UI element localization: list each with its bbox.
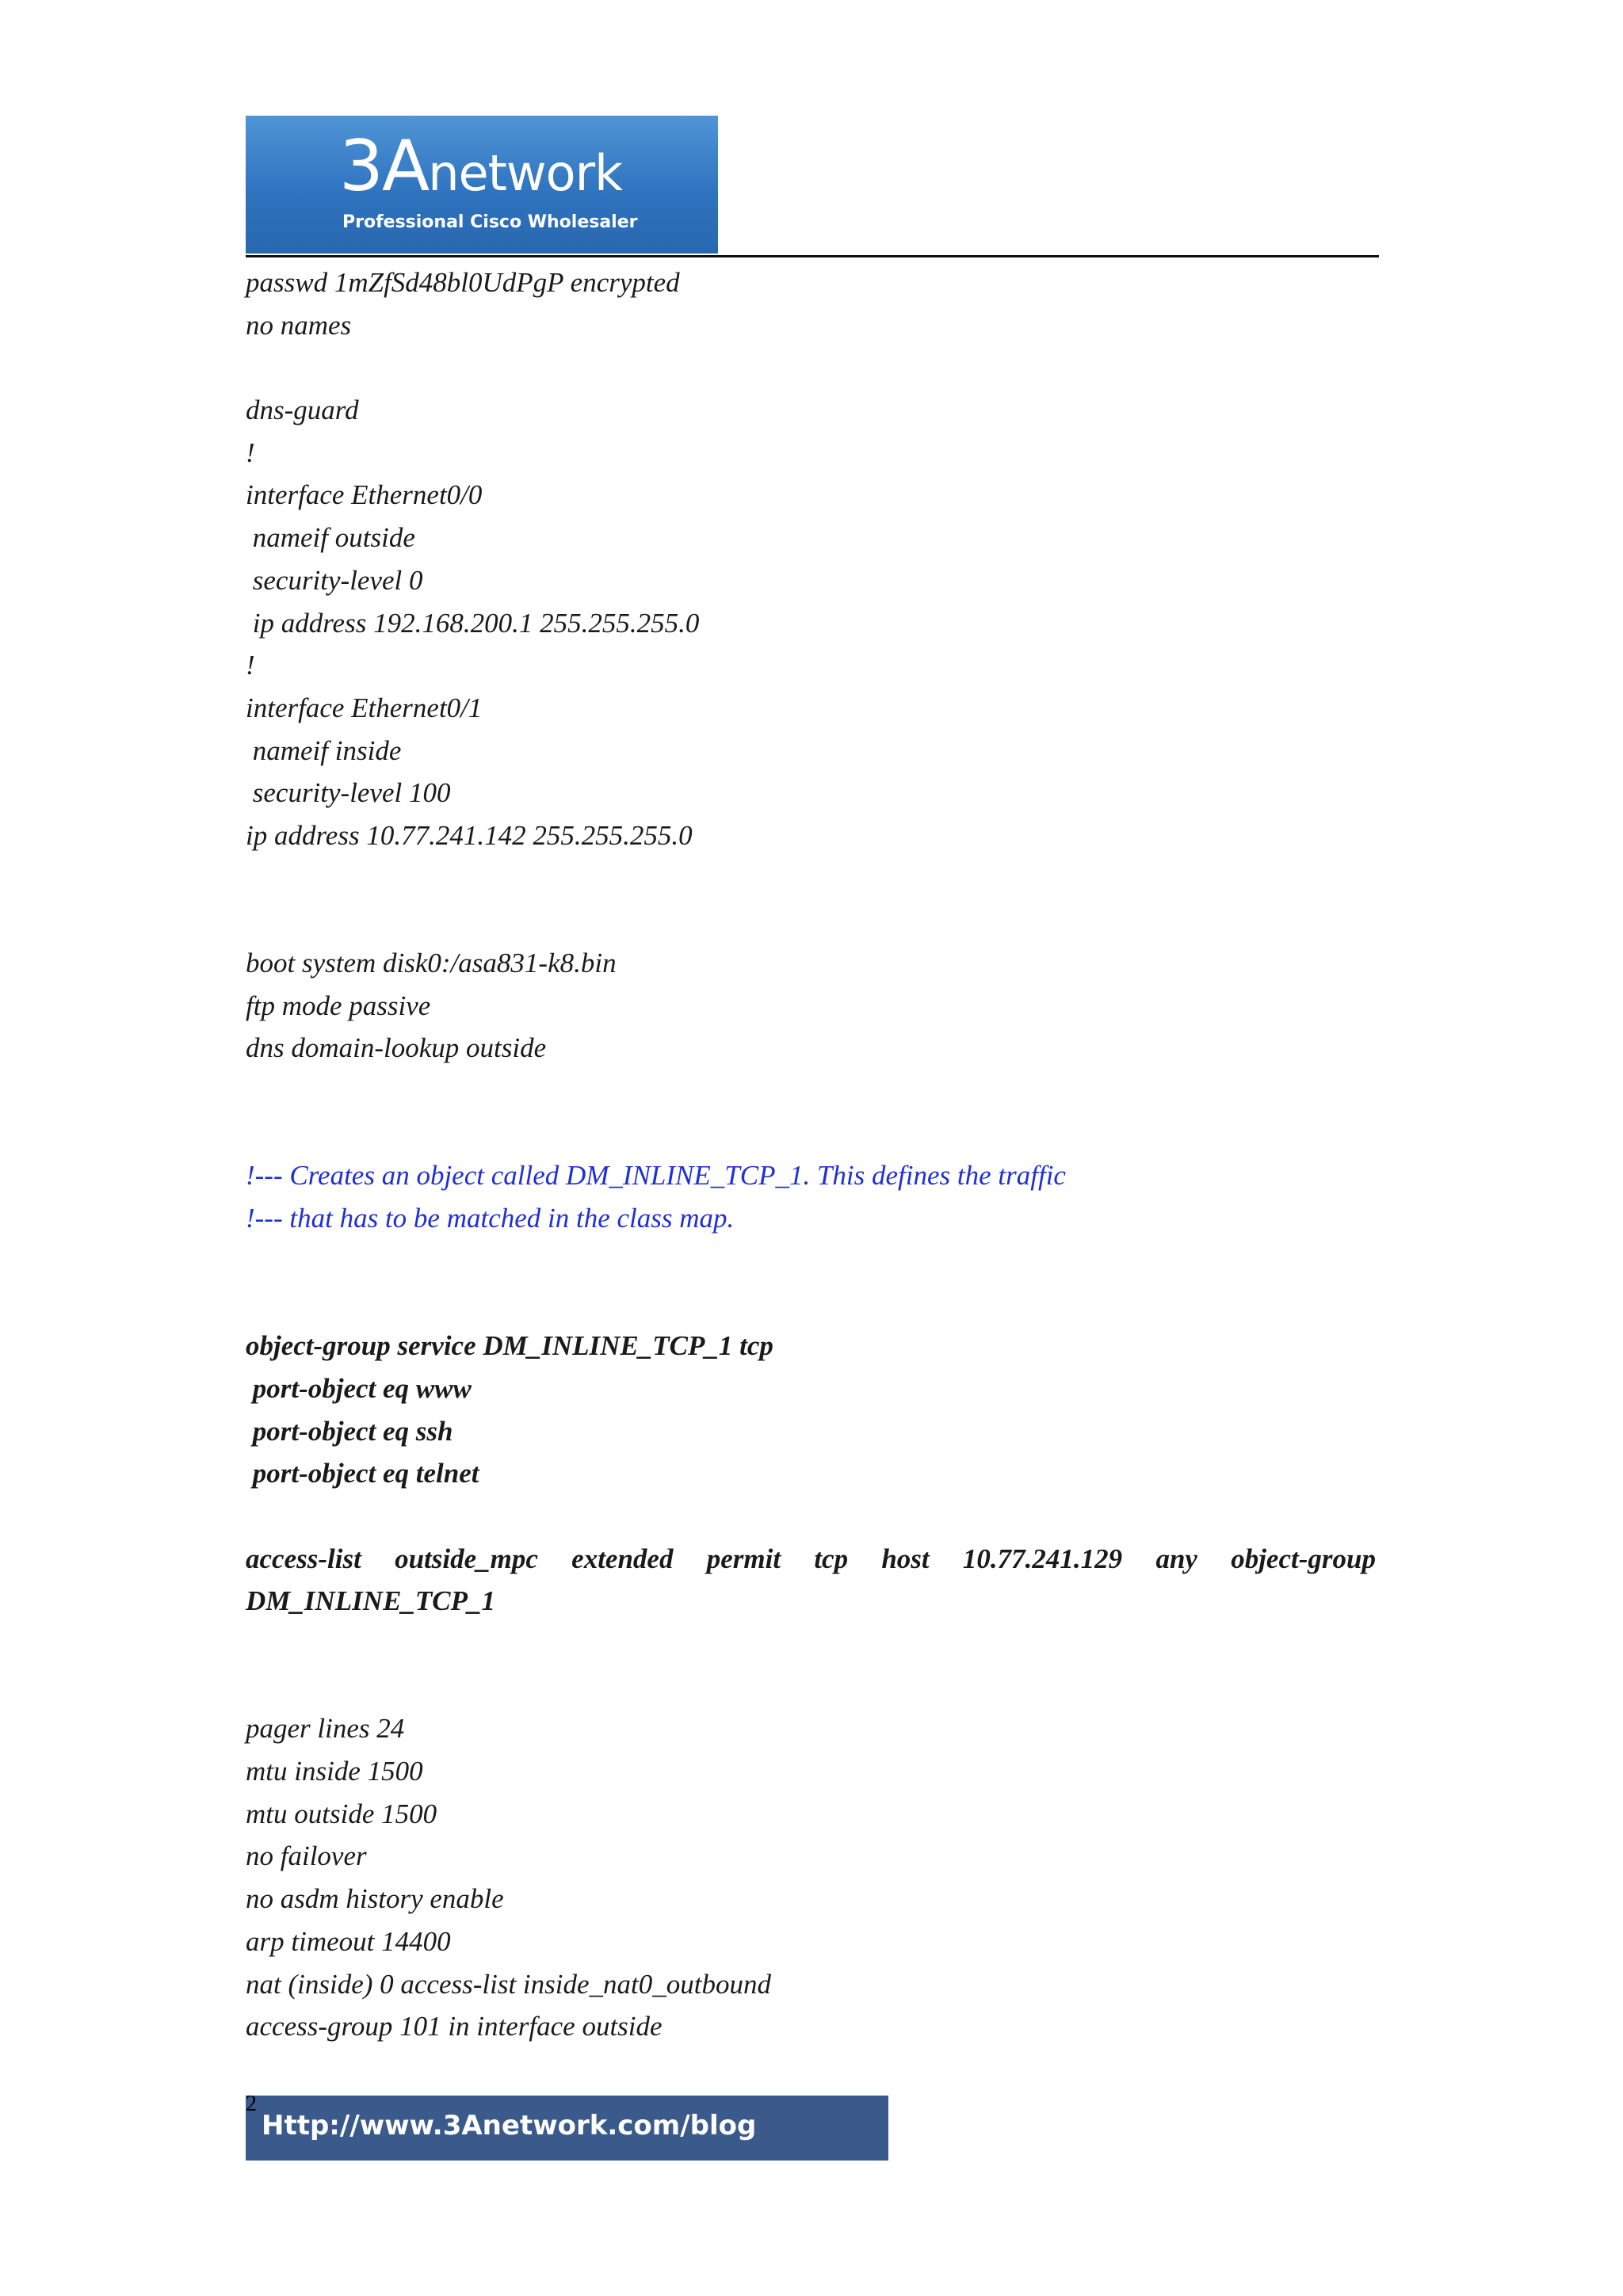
- bold-config-line: port-object eq ssh: [246, 1415, 453, 1447]
- blank-line: [246, 899, 1376, 942]
- comment-line: !--- Creates an object called DM_INLINE_TCP_1. This defines the traffic: [246, 1160, 1066, 1192]
- config-line: nameif inside: [246, 734, 402, 766]
- config-line: ip address 10.77.241.142 255.255.255.0: [246, 819, 693, 851]
- config-line: boot system disk0:/asa831-k8.bin: [246, 948, 617, 978]
- blank-line: [246, 1112, 1376, 1155]
- acl-word: host: [881, 1543, 930, 1574]
- config-line: dns-guard: [246, 395, 359, 426]
- page-number: 2: [246, 2092, 257, 2116]
- blank-line: [246, 1240, 1376, 1283]
- blank-line: [246, 1283, 1376, 1325]
- blank-line: [246, 1495, 1376, 1538]
- config-line: nat (inside) 0 access-list inside_nat0_outbound: [246, 1968, 771, 2000]
- blank-line: [246, 346, 1376, 389]
- access-list-line: [246, 1538, 1376, 1581]
- config-listing: [246, 261, 1376, 2048]
- footer-banner: [246, 2096, 888, 2161]
- config-line: access-group 101 in interface outside: [246, 2011, 663, 2042]
- acl-word: permit: [706, 1543, 781, 1574]
- acl-word: object-group: [1231, 1543, 1376, 1574]
- blank-line: [246, 1665, 1376, 1708]
- config-line: interface Ethernet0/0: [246, 479, 483, 511]
- config-line: security-level 100: [246, 777, 451, 809]
- config-line: no asdm history enable: [246, 1883, 504, 1915]
- company-logo: [246, 116, 718, 254]
- blog-url: Http://www.3Anetwork.com/blog: [262, 2110, 757, 2142]
- bold-config-line: object-group service DM_INLINE_TCP_1 tcp: [246, 1330, 773, 1362]
- blank-line: [246, 1623, 1376, 1665]
- logo-wordmark: 3Anetwork: [339, 125, 622, 207]
- bold-config-line: DM_INLINE_TCP_1: [246, 1585, 496, 1617]
- header-divider: [246, 255, 1379, 257]
- acl-word: extended: [571, 1543, 674, 1574]
- config-line: passwd 1mZfSd48bl0UdPgP encrypted: [246, 267, 680, 298]
- config-line: security-level 0: [246, 564, 423, 596]
- config-line: nameif outside: [246, 522, 415, 554]
- config-line: !: [246, 650, 255, 681]
- config-line: no failover: [246, 1840, 367, 1872]
- blank-line: [246, 857, 1376, 900]
- config-line: mtu inside 1500: [246, 1756, 423, 1787]
- config-line: mtu outside 1500: [246, 1798, 437, 1829]
- config-line: pager lines 24: [246, 1713, 405, 1745]
- blank-line: [246, 1070, 1376, 1112]
- acl-word: any: [1155, 1543, 1197, 1574]
- acl-word: access-list: [246, 1543, 361, 1574]
- acl-word: outside_mpc: [395, 1543, 538, 1574]
- logo-tagline: Professional Cisco Wholesaler: [342, 212, 638, 232]
- comment-line: !--- that has to be matched in the class map.: [246, 1203, 735, 1234]
- acl-word: tcp: [814, 1543, 849, 1574]
- config-line: !: [246, 437, 255, 468]
- config-line: no names: [246, 309, 352, 341]
- bold-config-line: port-object eq www: [246, 1372, 472, 1404]
- config-line: interface Ethernet0/1: [246, 692, 483, 723]
- config-line: ftp mode passive: [246, 990, 431, 1021]
- acl-word: 10.77.241.129: [962, 1543, 1123, 1574]
- config-line: arp timeout 14400: [246, 1925, 451, 1957]
- config-line: ip address 192.168.200.1 255.255.255.0: [246, 607, 700, 639]
- config-line: dns domain-lookup outside: [246, 1032, 547, 1064]
- bold-config-line: port-object eq telnet: [246, 1458, 479, 1489]
